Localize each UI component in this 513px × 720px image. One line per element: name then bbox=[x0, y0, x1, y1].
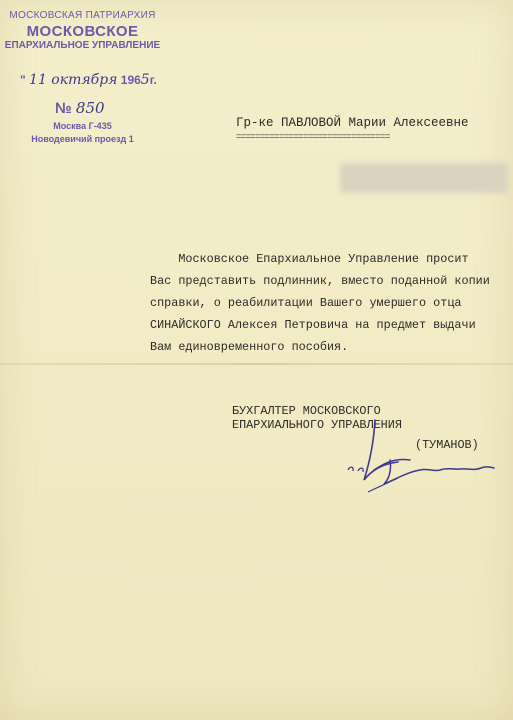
stamp-date-handwritten: 11 октября bbox=[29, 72, 118, 88]
letter-body-line: Вам единовременного пособия. bbox=[150, 340, 349, 354]
stamp-date-suffix: г. bbox=[149, 73, 157, 87]
addressee-underline: ================================ bbox=[236, 132, 390, 142]
stamp-number bbox=[55, 99, 105, 117]
letter-body bbox=[150, 248, 500, 358]
signatory-title-line: БУХГАЛТЕР МОСКОВСКОГО bbox=[232, 404, 381, 418]
letter-body-line: СИНАЙСКОГО Алексея Петровича на предмет выдачи bbox=[150, 318, 476, 332]
stamp-number-prefix: № bbox=[55, 100, 72, 117]
letter-body-line: справки, о реабилитации Вашего умершего отца bbox=[150, 296, 462, 310]
addressee-line: Гр-ке ПАВЛОВОЙ Марии Алексеевне bbox=[236, 116, 469, 130]
paper-fold-line bbox=[0, 363, 513, 365]
stamp-date-prefix: " bbox=[20, 73, 26, 87]
redacted-area bbox=[340, 163, 508, 193]
stamp-address-street: Новодевичий проезд 1 bbox=[31, 134, 134, 144]
letter-body-line: Вас представить подлинник, вместо поданной копии bbox=[150, 274, 490, 288]
signatory-title-line: ЕПАРХИАЛЬНОГО УПРАВЛЕНИЯ bbox=[232, 418, 402, 432]
stamp-date bbox=[20, 72, 170, 88]
letterhead-stamp bbox=[0, 10, 165, 144]
stamp-number-handwritten: 850 bbox=[75, 99, 105, 117]
stamp-diocesan-administration: ЕПАРХИАЛЬНОЕ УПРАВЛЕНИЕ bbox=[4, 40, 161, 51]
letter-body-line: Московское Епархиальное Управление просит bbox=[150, 252, 469, 266]
signatory-name: (ТУМАНОВ) bbox=[415, 438, 479, 452]
stamp-date-year: 196 bbox=[120, 73, 141, 87]
stamp-address-city: Москва Г-435 bbox=[53, 121, 112, 131]
stamp-patriarchate: МОСКОВСКАЯ ПАТРИАРХИЯ bbox=[9, 10, 156, 21]
stamp-date-year-hand: 5 bbox=[140, 72, 150, 88]
stamp-moscow: МОСКОВСКОЕ bbox=[26, 23, 139, 40]
handwritten-signature bbox=[338, 418, 498, 498]
